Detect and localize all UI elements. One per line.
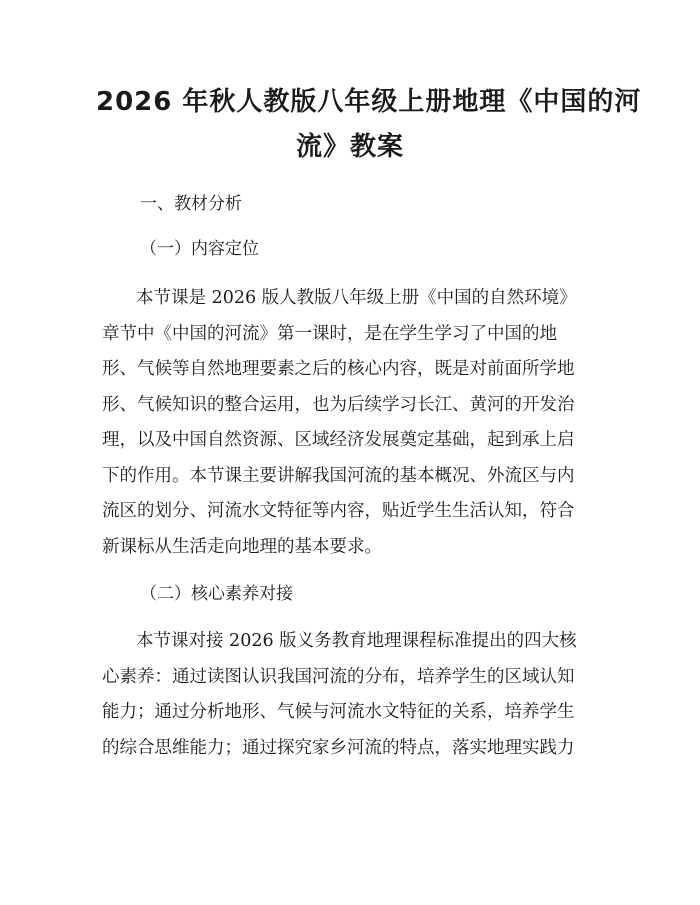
title-line-1: 2026 年秋人教版八年级上册地理《中国的河 — [96, 87, 642, 117]
paragraph-line: 流区的划分、河流水文特征等内容，贴近学生生活认知，符合 — [102, 501, 575, 521]
paragraph-line: 新课标从生活走向地理的基本要求。 — [102, 536, 382, 557]
paragraph-line: 本节课对接 2026 版义务教育地理课程标准提出的四大核 — [136, 631, 577, 651]
paragraph-line: 的综合思维能力；通过探究家乡河流的特点，落实地理实践力 — [102, 737, 575, 758]
subsection-heading-content-positioning: （一）内容定位 — [140, 239, 259, 259]
paragraph-core-literacy — [102, 624, 602, 766]
paragraph-line: 形、气候知识的整合运用，也为后续学习长江、黄河的开发治 — [102, 394, 575, 415]
paragraph-line: 形、气候等自然地理要素之后的核心内容，既是对前面所学地 — [102, 359, 575, 379]
paragraph-line: 本节课是 2026 版人教版八年级上册《中国的自然环境》 — [136, 288, 577, 308]
paragraph-line: 理，以及中国自然资源、区域经济发展奠定基础，起到承上启 — [102, 430, 575, 450]
title-line-2: 流》教案 — [295, 132, 404, 162]
paragraph-line: 章节中《中国的河流》第一课时，是在学生学习了中国的地 — [102, 323, 557, 344]
subsection-heading-core-literacy: （二）核心素养对接 — [140, 584, 293, 604]
section-heading-textbook-analysis: 一、教材分析 — [140, 194, 242, 214]
paragraph-line: 心素养：通过读图认识我国河流的分布，培养学生的区域认知 — [102, 666, 575, 687]
document-title — [96, 80, 642, 170]
paragraph-content-positioning — [102, 281, 602, 565]
paragraph-line: 能力；通过分析地形、气候与河流水文特征的关系，培养学生 — [102, 702, 575, 722]
paragraph-line: 下的作用。本节课主要讲解我国河流的基本概况、外流区与内 — [102, 465, 575, 486]
